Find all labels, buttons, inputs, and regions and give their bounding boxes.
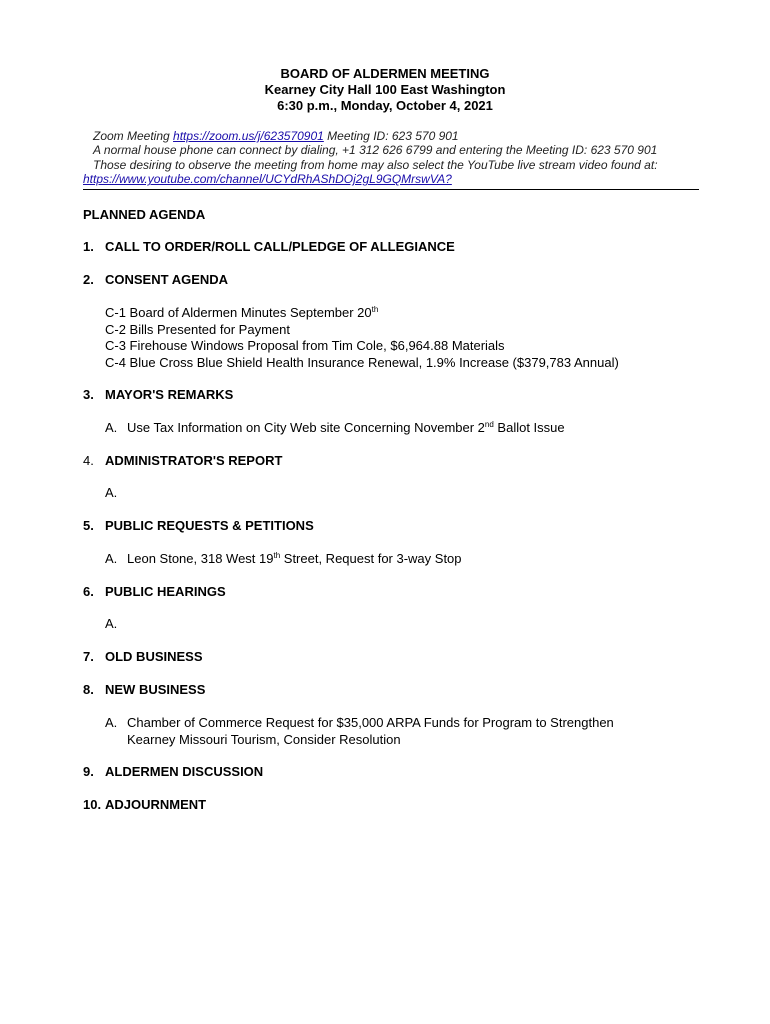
agenda-item-5 — [83, 518, 314, 534]
hearing-subitems — [83, 616, 127, 633]
item-title: ADMINISTRATOR'S REPORT — [105, 453, 283, 468]
agenda-item-8 — [83, 682, 205, 698]
item-title: OLD BUSINESS — [105, 649, 203, 664]
sub-item — [105, 485, 127, 502]
meeting-id-label: Meeting ID: — [323, 129, 392, 143]
zoom-prefix: Zoom Meeting — [93, 129, 174, 143]
item-title: CALL TO ORDER/ROLL CALL/PLEDGE OF ALLEGIANCE — [105, 239, 455, 254]
sub-letter: A. — [105, 485, 118, 500]
consent-item-c2: C-2 Bills Presented for Payment — [105, 321, 290, 337]
agenda-item-6 — [83, 584, 226, 600]
item-title: MAYOR'S REMARKS — [105, 387, 234, 402]
item-number: 3. — [83, 387, 94, 402]
consent-item-c3: C-3 Firehouse Windows Proposal from Tim Cole, $6,964.88 Materials — [105, 338, 505, 353]
sub-item — [105, 551, 462, 568]
item-title: ADJOURNMENT — [105, 797, 207, 812]
agenda-item-4 — [83, 453, 282, 469]
agenda-item-1 — [83, 239, 455, 255]
admin-subitems — [83, 485, 127, 502]
meeting-id: 623 570 901 — [391, 129, 459, 143]
sub-item — [105, 715, 614, 732]
item-title: CONSENT AGENDA — [105, 272, 229, 287]
consent-item-c1 — [105, 305, 619, 322]
item-number: 1. — [83, 239, 94, 254]
item-number: 10. — [83, 797, 102, 812]
consent-item-c4: C-4 Blue Cross Blue Shield Health Insurance Renewal, 1.9% Increase ($379,783 Annual) — [105, 354, 619, 370]
sub-letter: A. — [105, 715, 118, 730]
agenda-item-2 — [83, 272, 228, 288]
sub-letter: A. — [105, 551, 118, 566]
new-business-subitems — [83, 715, 614, 748]
zoom-link[interactable]: https://zoom.us/j/623570901 — [173, 129, 324, 143]
meeting-location: Kearney City Hall 100 East Washington — [264, 82, 506, 97]
item-number: 7. — [83, 649, 94, 664]
meeting-title: BOARD OF ALDERMEN MEETING — [280, 66, 490, 81]
meeting-datetime: 6:30 p.m., Monday, October 4, 2021 — [277, 98, 493, 113]
agenda-title: PLANNED AGENDA — [83, 207, 206, 222]
sub-text: Leon Stone, 318 West 19 — [127, 551, 274, 566]
sub-letter: A. — [105, 420, 118, 435]
sub-text-continuation: Kearney Missouri Tourism, Consider Resolution — [127, 731, 401, 747]
item-number: 4. — [83, 453, 94, 468]
meeting-header — [0, 66, 770, 114]
sub-text: Chamber of Commerce Request for $35,000 ARPA Funds for Program to Strengthen — [127, 715, 614, 730]
youtube-link[interactable]: https://www.youtube.com/channel/UCYdRhAShDOj2gL9GQMrswVA? — [83, 172, 452, 187]
item-number: 5. — [83, 518, 94, 533]
agenda-item-7 — [83, 649, 203, 665]
mayor-subitems — [83, 420, 565, 437]
agenda-item-10 — [83, 797, 206, 813]
sub-item — [105, 616, 127, 633]
phone-line: A normal house phone can connect by dialing, +1 312 626 6799 and entering the Meeting ID: 623 570 901 — [93, 143, 658, 158]
item-number: 8. — [83, 682, 94, 697]
sub-text: C-1 Board of Aldermen Minutes September 20 — [105, 305, 372, 320]
sub-item — [105, 420, 565, 437]
zoom-info — [83, 129, 703, 187]
item-title: PUBLIC REQUESTS & PETITIONS — [105, 518, 314, 533]
sub-letter: A. — [105, 616, 118, 631]
youtube-line: Those desiring to observe the meeting from home may also select the YouTube live stream video found at: — [93, 157, 658, 172]
petition-subitems — [83, 551, 462, 568]
item-title: ALDERMEN DISCUSSION — [105, 764, 264, 779]
sub-text-tail: Ballot Issue — [493, 420, 565, 435]
agenda-item-3 — [83, 387, 233, 403]
sub-text-tail: Street, Request for 3-way Stop — [280, 551, 462, 566]
item-number: 6. — [83, 584, 94, 599]
item-number: 9. — [83, 764, 94, 779]
item-title: PUBLIC HEARINGS — [105, 584, 226, 599]
item-title: NEW BUSINESS — [105, 682, 206, 697]
item-number: 2. — [83, 272, 94, 287]
zoom-meeting-line — [83, 129, 703, 143]
superscript: nd — [484, 420, 494, 429]
consent-items — [83, 305, 619, 371]
agenda-item-9 — [83, 764, 263, 780]
superscript: th — [371, 305, 379, 314]
superscript: th — [273, 551, 281, 560]
sub-text: Use Tax Information on City Web site Concerning November 2 — [127, 420, 485, 435]
divider-rule — [83, 189, 699, 190]
